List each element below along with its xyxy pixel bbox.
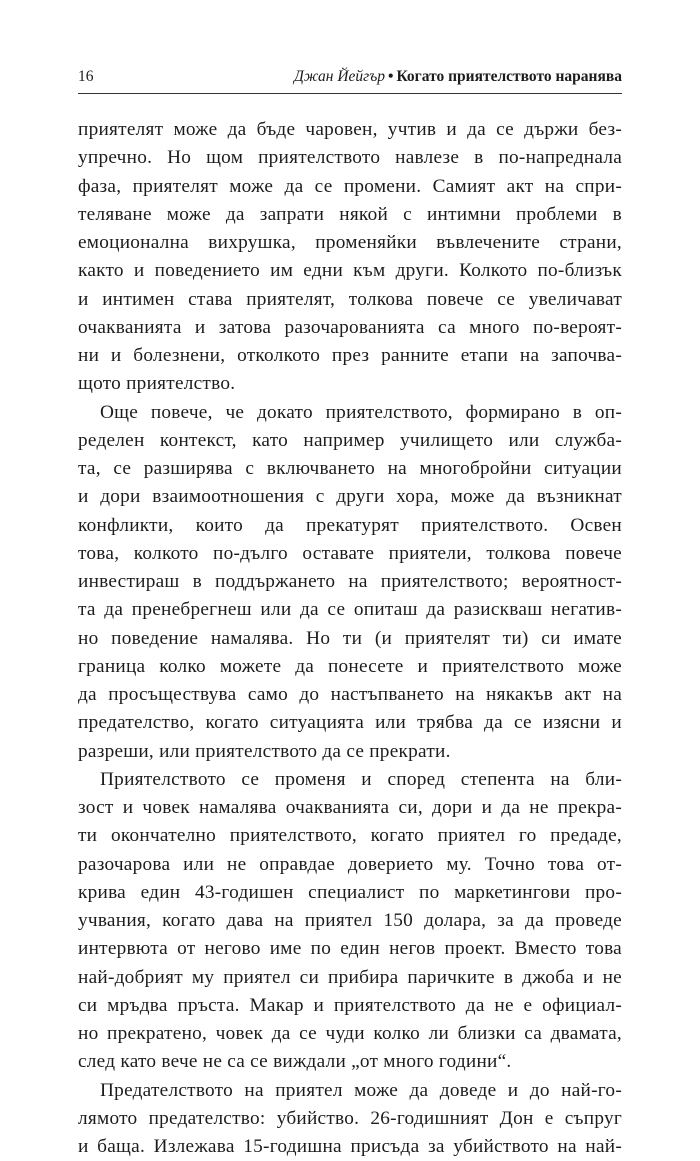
header-bullet: • <box>388 68 394 85</box>
text-line: ти окончателно приятелството, когато приятел го предаде, <box>78 825 622 847</box>
text-line: та, се разширява с включването на многобройни ситуации <box>78 458 622 479</box>
text-line: граница колко можете да понесете и приятелството може <box>78 655 622 677</box>
text-line: конфликти, които да прекатурят приятелството. Освен <box>78 514 622 536</box>
text-line: упречно. Но щом приятелството навлезе в по-напреднала <box>78 147 622 169</box>
text-line: интервюта от негово име по един негов проект. Вместо това <box>78 938 622 960</box>
text-line: ределен контекст, като например училището или службa- <box>78 429 622 451</box>
header-rule <box>78 93 622 94</box>
text-line: разочарова или не оправдае доверието му. Точно това от- <box>78 853 622 875</box>
text-line: и баща. Излежава 15-годишна присъда за убийството на най- <box>78 1136 622 1157</box>
text-line: Още повече, че докато приятелството, формирано в оп- <box>100 401 622 423</box>
text-line: но прекратено, човек да се чуди колко ли близки са двамата, <box>78 1023 622 1044</box>
header-book-title: Когато приятелството наранява <box>396 68 622 85</box>
text-line: предателство, когато ситуацията или трябва да се изясни и <box>78 712 622 734</box>
header-author: Джан Йейгър <box>293 68 386 85</box>
text-line: приятелят може да бъде чаровен, учтив и да се държи без- <box>78 119 622 140</box>
text-line: най-добрият му приятел си прибира паричките в джоба и не <box>78 966 622 988</box>
text-line: инвестираш в поддържането на приятелството; вероятност- <box>78 571 622 592</box>
text-line: и интимен става приятелят, толкова повече се увеличават <box>78 288 622 310</box>
text-line: но поведение намалява. Но ти (и приятелят ти) си имате <box>78 627 622 649</box>
text-line: това, колкото по-дълго оставате приятели, толкова повече <box>78 542 622 564</box>
text-line: теляване може да запрати някой с интимни проблеми в <box>78 203 622 225</box>
text-line: и дори взаимоотношения с други хора, може да възникнат <box>78 486 622 508</box>
text-line: както и поведението им едни към други. Колкото по-близък <box>78 260 622 282</box>
text-line: зост и човек намалява очакванията си, дори и да не прекра- <box>78 797 622 818</box>
text-line: очакванията и затова разочарованията са много по-вероят- <box>78 316 622 338</box>
text-line: след като вече не са се виждали „от много години“. <box>78 1051 512 1073</box>
text-line: да просъществува само до настъпването на някакъв акт на <box>78 684 622 705</box>
text-line: Приятелството се променя и според степента на бли- <box>100 768 622 790</box>
text-line: та да пренебрегнеш или да се опиташ да разискваш негатив- <box>78 599 622 621</box>
header-right <box>294 66 622 88</box>
body-text <box>78 116 622 1161</box>
text-line: Предателството на приятел може да доведе и до най-го- <box>100 1079 622 1101</box>
text-line: фаза, приятелят може да се промени. Самият акт на спри- <box>78 175 622 197</box>
running-header <box>78 66 622 88</box>
text-line: лямото предателство: убийство. 26-годишният Дон е съпруг <box>78 1107 622 1129</box>
text-line: си мръдва пръста. Макар и приятелството да не е официал- <box>78 994 622 1016</box>
text-line: щото приятелство. <box>78 373 236 395</box>
text-line: разреши, или приятелството да се прекрати. <box>78 740 451 762</box>
text-line: учвания, когато дава на приятел 150 долара, за да проведе <box>78 910 622 931</box>
text-line: крива един 43-годишен специалист по маркетингови про- <box>78 881 622 903</box>
text-line: ни и болезнени, отколкото през ранните етапи на започва- <box>78 345 622 366</box>
text-line: емоционална вихрушка, променяйки въвлечените страни, <box>78 232 622 253</box>
page-number: 16 <box>78 68 94 85</box>
